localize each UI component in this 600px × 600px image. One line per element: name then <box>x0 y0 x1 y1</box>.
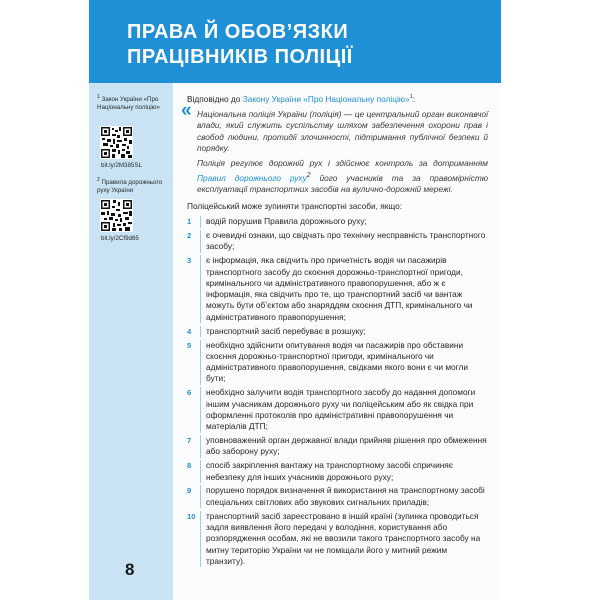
list-item <box>181 460 488 483</box>
note-1-text: Закон України «Про Національну поліцію» <box>97 96 160 111</box>
item-text: уповноважений орган державної влади прийняв рішення про обмеження або заборону руху; <box>200 435 488 458</box>
qr-code-icon[interactable] <box>100 126 133 159</box>
item-number: 4 <box>187 326 192 336</box>
intro-sup: 1 <box>409 94 413 100</box>
quote-paragraph-2 <box>197 158 488 195</box>
item-text: є очевидні ознаки, що свідчать про технічну несправність транспортного засобу; <box>200 230 488 253</box>
intro-suffix: : <box>412 93 416 104</box>
quote-mark-icon: « <box>181 100 192 122</box>
law-link[interactable]: Закону України «Про Національну поліцію» <box>242 93 410 104</box>
item-number: 10 <box>187 511 196 521</box>
note-1-sup: 1 <box>97 94 100 100</box>
item-text: порушено порядок визначення й використання на транспортному засобі спеціальних світлових або звукових сигнальних приладів; <box>200 485 488 508</box>
item-text: транспортний засіб зареєстровано в іншій країні (зупинка проводиться задля виявлення його передачі у володіння, користування або розпорядження особам, які не ввозили такого транспортного засобу на митну територію України чи не поміщали його у митний режим транзиту). <box>200 511 488 567</box>
item-number: 1 <box>187 217 192 227</box>
quote-p2-before: Поліція регулює дорожній рух і здійснює контроль за дотриманням <box>197 158 488 169</box>
list-intro: Поліцейський може зупиняти транспортні засоби, якщо: <box>187 200 403 211</box>
list-item <box>181 387 488 432</box>
page-number: 8 <box>125 560 135 579</box>
quote-p2-after: його учасників та за правомірністю експлуатації транспортних засобів на вулично-дорожній мережі. <box>197 172 488 194</box>
item-number: 5 <box>187 340 192 350</box>
quote-paragraph-1: Національна поліція України (поліція) — це центральний орган виконавчої влади, який служить суспільству шляхом забезпечення охорони прав і свобод людини, протидії злочинності, підтримання публічної безпеки й порядку. <box>197 109 488 153</box>
qr-code-icon[interactable] <box>100 199 133 232</box>
list-item <box>181 485 488 508</box>
conditions-list <box>181 216 488 567</box>
list-item <box>181 255 488 323</box>
note-2-sup: 2 <box>97 177 100 183</box>
page-title <box>127 20 487 70</box>
item-number: 6 <box>187 388 192 398</box>
item-text: необхідно залучити водія транспортного засобу до надання допомоги іншим учасникам дорожнього руху чи поліцейським або як свідка при оформленні протоколів про адміністративні правопорушення чи матеріалів ДТП; <box>200 387 488 432</box>
item-number: 8 <box>187 461 192 471</box>
item-text: необхідно здійснити опитування водія чи пасажирів про обставини скоєння дорожньо-транспортної пригоди, кримінального чи адміністративного правопорушення, свідками якого вони є чи могли бути; <box>200 340 488 385</box>
intro-prefix: Відповідно до <box>187 93 243 104</box>
list-item <box>181 340 488 385</box>
title-line-2: ПРАЦІВНИКІВ ПОЛІЦІЇ <box>127 46 353 68</box>
item-number: 2 <box>187 231 192 241</box>
item-text: спосіб закріплення вантажу на транспортному засобі спричиняє небезпеку для інших учасників дорожнього руху; <box>200 460 488 483</box>
sidebar-note-1 <box>97 94 169 111</box>
item-text: водій порушив Правила дорожнього руху; <box>200 216 488 227</box>
list-item <box>181 326 488 337</box>
qr-link-2[interactable]: bit.ly/2Cf9d65 <box>101 235 139 242</box>
qr-link-1[interactable]: bit.ly/2M385SL <box>101 162 142 169</box>
sidebar-note-2 <box>97 177 169 194</box>
item-text: є інформація, яка свідчить про причетність водія чи пасажирів транспортного засобу до скоєння дорожньо-транспортної пригоди, кримінального чи адміністративного правопорушення, або ж є інформація, яка свідчить про те, що транспортний засіб чи вантаж можуть бути об’єктом або знаряддям скоєння ДТП, кримінального чи адміністративного правопорушення; <box>200 255 488 323</box>
item-number: 7 <box>187 436 192 446</box>
title-line-1: ПРАВА Й ОБОВ’ЯЗКИ <box>127 21 349 43</box>
item-number: 3 <box>187 256 192 266</box>
list-item <box>181 230 488 253</box>
list-item <box>181 435 488 458</box>
item-text: транспортний засіб перебуває в розшуку; <box>200 326 488 337</box>
traffic-rules-link[interactable]: Правил дорожнього руху <box>197 172 307 183</box>
quote-p2-sup: 2 <box>306 171 311 179</box>
item-number: 9 <box>187 486 192 496</box>
intro-paragraph <box>187 92 488 105</box>
sidebar <box>89 83 173 600</box>
list-item <box>181 511 488 567</box>
note-2-text: Правила дорожнього руху України <box>97 179 163 194</box>
list-item <box>181 216 488 227</box>
quote-block <box>181 100 488 195</box>
main-content <box>181 92 488 570</box>
